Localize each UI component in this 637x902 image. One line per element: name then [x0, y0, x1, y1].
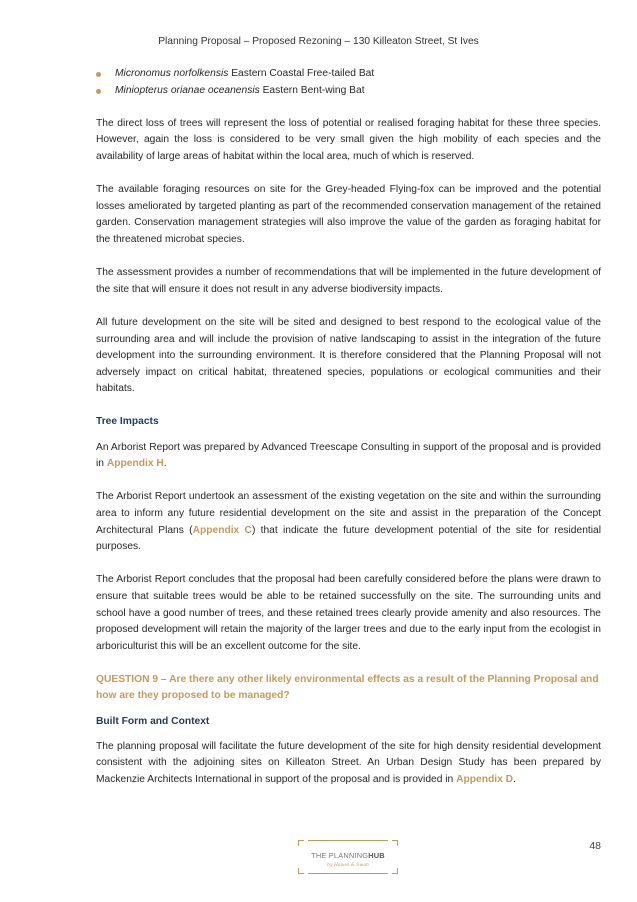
planning-hub-logo [298, 840, 398, 874]
text: . [163, 458, 167, 470]
paragraph-built-form [96, 739, 601, 789]
logo-signature: by Hawes & Swan [327, 863, 369, 868]
bullet-icon [96, 89, 101, 94]
text: ) that indicate the future development potential of the site for residential purposes. [96, 524, 602, 553]
paragraph-foraging-resources: The available foraging resources on site for the Grey-headed Flying-fox can be improved and the potential losses ameliorated by targeted planting as part of the recommended conservation management of the retained garden. Conservation management strategies will also improve the value of the garden as foraging habitat for the threatened microbat species. [96, 184, 601, 245]
species-list [96, 66, 601, 99]
logo-text: THE PLANNINGHUB [311, 851, 385, 860]
text: . [513, 773, 516, 785]
question-9-heading: QUESTION 9 – Are there any other likely environmental effects as a result of the Planning Proposal and how are they proposed to be managed? [96, 673, 599, 702]
species-common-name: Eastern Coastal Free-tailed Bat [228, 68, 375, 79]
paragraph-arborist-report [96, 440, 601, 473]
paragraph-arborist-conclusion: The Arborist Report concludes that the proposal had been carefully considered before the plans were drawn to ensure that suitable trees would be able to be retained successfully on the site. The surrounding units and school have a good number of trees, and these retained trees clearly provide amenity and also resources. The proposed development will retain the majority of the larger trees and due to the early input from the ecologist in arboriculturist this will be an excellent outcome for the site. [96, 574, 601, 652]
appendix-c-link[interactable]: Appendix C [192, 524, 252, 536]
bullet-icon [96, 72, 101, 77]
paragraph-future-development: All future development on the site will be sited and designed to best respond to the ecological value of the surrounding area and will include the provision of native landscaping to assist in the integration of the future development into the surrounding environment. It is therefore considered that the Planning Proposal will not adversely impact on critical habitat, threatened species, populations or ecological communities and their habitats. [96, 316, 601, 395]
species-common-name: Eastern Bent-wing Bat [259, 84, 365, 96]
list-item [96, 66, 601, 83]
paragraph-arborist-assessment [96, 489, 601, 555]
species-name: Micronomus norfolkensis [115, 68, 229, 79]
page-header: Planning Proposal – Proposed Rezoning – 130 Killeaton Street, St Ives [158, 36, 479, 47]
heading-built-form: Built Form and Context [96, 715, 210, 727]
appendix-h-link[interactable]: Appendix H [106, 458, 164, 470]
species-name: Miniopterus orianae oceanensis [115, 84, 260, 96]
page-number: 48 [589, 840, 601, 852]
list-item [96, 83, 601, 100]
appendix-d-link[interactable]: Appendix D [456, 773, 514, 785]
paragraph-foraging-loss: The direct loss of trees will represent the loss of potential or realised foraging habitat for these three species. However, again the loss is considered to be very small given the high mobility of each species and the availability of large areas of habitat within the local area, much of which is reserved. [96, 117, 601, 162]
page-content [96, 66, 601, 805]
text: An Arborist Report was prepared by Advanced Treescape Consulting in support of the proposal and is provided in [96, 441, 601, 470]
text: The planning proposal will facilitate the future development of the site for high density residential development consistent with the adjoining sites on Killeaton Street. An Urban Design Study has been prepared by Mackenzie Architects International in support of the proposal and is provided in [96, 740, 601, 785]
paragraph-recommendations: The assessment provides a number of recommendations that will be implemented in the future development of the site that will ensure it does not result in any adverse biodiversity impacts. [96, 267, 601, 295]
text: The Arborist Report undertook an assessment of the existing vegetation on the site and within the surrounding area to inform any future residential development on the site and assist in the preparation of the Concept Architectural Plans ( [96, 491, 601, 536]
heading-tree-impacts: Tree Impacts [96, 416, 159, 428]
